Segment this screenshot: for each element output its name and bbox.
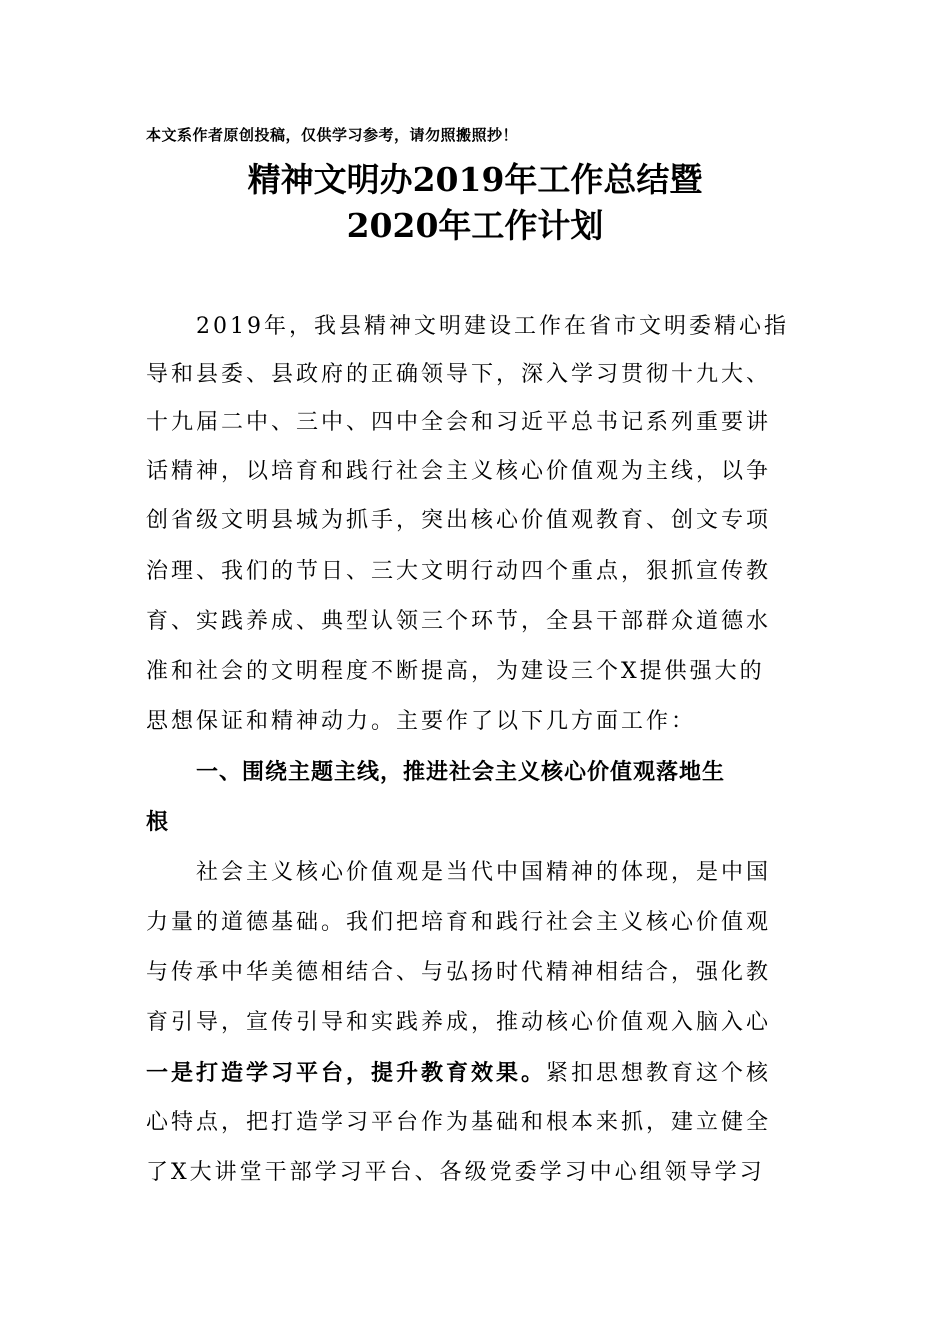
paragraph-line: 育引导，宣传引导和实践养成，推动核心价值观入脑入心 <box>146 1010 772 1035</box>
copyright-notice: 本文系作者原创投稿，仅供学习参考，请勿照搬照抄！ <box>146 126 519 144</box>
paragraph-line: 话精神，以培育和践行社会主义核心价值观为主线，以争 <box>146 459 772 484</box>
paragraph-line: 力量的道德基础。我们把培育和践行社会主义核心价值观 <box>146 910 772 935</box>
paragraph-line: 社会主义核心价值观是当代中国精神的体现，是中国 <box>196 860 772 885</box>
paragraph-line: 十九届二中、三中、四中全会和习近平总书记系列重要讲 <box>146 410 772 435</box>
document-title-line-2: 2020年工作计划 <box>346 206 604 245</box>
document-title-line-1: 精神文明办2019年工作总结暨 <box>247 160 703 199</box>
section-heading: 一、围绕主题主线，推进社会主义核心价值观落地生 <box>196 760 726 785</box>
paragraph-line: 心特点，把打造学习平台作为基础和根本来抓，建立健全 <box>146 1110 772 1135</box>
paragraph-line: 治理、我们的节日、三大文明行动四个重点，狠抓宣传教 <box>146 559 772 584</box>
paragraph-line: 与传承中华美德相结合、与弘扬时代精神相结合，强化教 <box>146 960 772 985</box>
paragraph-line-with-lead <box>146 1058 806 1089</box>
paragraph-line: 育、实践养成、典型认领三个环节，全县干部群众道德水 <box>146 609 772 634</box>
paragraph-line: 了X大讲堂干部学习平台、各级党委学习中心组领导学习 <box>146 1160 765 1185</box>
paragraph-line: 思想保证和精神动力。主要作了以下几方面工作： <box>146 709 697 734</box>
lead-phrase: 一是打造学习平台，提升教育效果。 <box>146 1060 547 1086</box>
paragraph-line: 2019年，我县精神文明建设工作在省市文明委精心指 <box>196 314 789 339</box>
paragraph-line: 准和社会的文明程度不断提高，为建设三个X提供强大的 <box>146 659 765 684</box>
section-heading-continued: 根 <box>146 810 170 835</box>
paragraph-line: 创省级文明县城为抓手，突出核心价值观教育、创文专项 <box>146 508 772 533</box>
lead-continuation: 紧扣思想教育这个核 <box>546 1061 772 1086</box>
paragraph-line: 导和县委、县政府的正确领导下，深入学习贯彻十九大、 <box>146 362 772 387</box>
